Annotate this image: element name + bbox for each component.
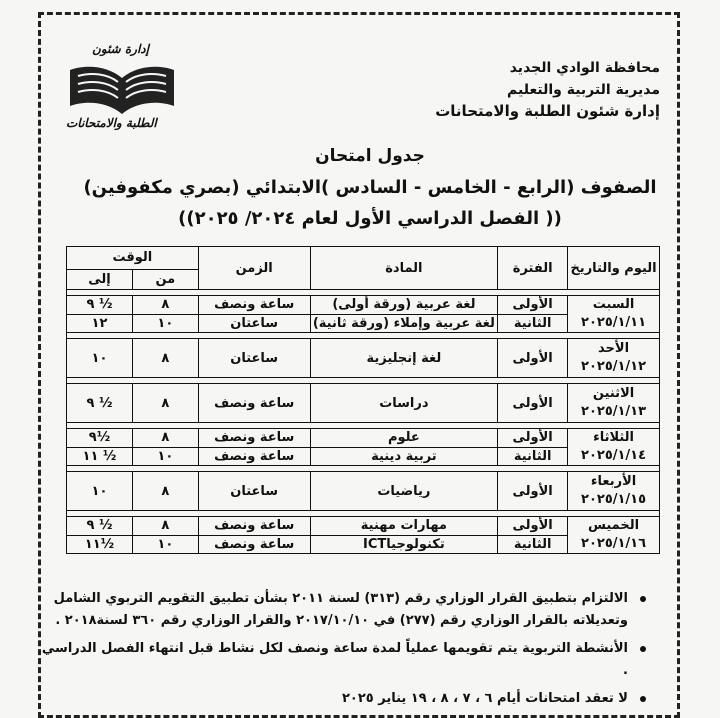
day-date: ٢٠٢٥/١/١١ — [581, 315, 647, 330]
subject-cell: دراسات — [310, 384, 498, 423]
department-logo — [64, 40, 180, 132]
subject-cell: مهارات مهنية — [310, 517, 498, 536]
to-cell: ½ ٩ — [67, 384, 133, 423]
from-cell: ٨ — [132, 429, 198, 448]
duration-cell: ساعة ونصف — [198, 447, 310, 466]
header-directorate: مديرية التربية والتعليم — [507, 82, 660, 98]
day-name: الخميس — [587, 518, 640, 533]
period-cell: الأولى — [498, 384, 568, 423]
page-title: جدول امتحان — [315, 146, 425, 166]
from-cell: ٨ — [132, 472, 198, 511]
exam-schedule-table — [66, 246, 660, 554]
period-cell: الأولى — [498, 517, 568, 536]
header-duration: الزمن — [198, 247, 310, 290]
day-cell — [568, 472, 660, 511]
to-cell: ١٠ — [67, 339, 133, 378]
day-cell — [568, 429, 660, 466]
subject-cell: لغة إنجليزية — [310, 339, 498, 378]
day-name: السبت — [592, 297, 635, 312]
note-text: الأنشطة التربوية يتم تقويمها عملياً لمدة ساعة ونصف لكل نشاط قبل انتهاء الفصل الدراسي . — [41, 641, 628, 678]
table-row — [67, 339, 660, 378]
list-item — [40, 638, 650, 682]
note-text: لا تعقد امتحانات أيام ٦ ، ٧ ، ٨ ، ١٩ يناير ٢٠٢٥ — [341, 691, 628, 706]
day-date: ٢٠٢٥/١/١٣ — [581, 404, 647, 419]
day-name: الأربعاء — [590, 474, 637, 489]
duration-cell: ساعة ونصف — [198, 429, 310, 448]
day-cell — [568, 296, 660, 333]
to-cell: ١٢ — [67, 314, 133, 333]
subject-cell: تكنولوجياICT — [310, 535, 498, 554]
grades-subtitle: الصفوف (الرابع - الخامس - السادس )الابتدائي (بصري مكفوفين) — [83, 177, 657, 198]
header-subject: المادة — [310, 247, 498, 290]
from-cell: ١٠ — [132, 535, 198, 554]
period-cell: الثانية — [498, 314, 568, 333]
table-row — [67, 472, 660, 511]
from-cell: ٨ — [132, 384, 198, 423]
from-cell: ١٠ — [132, 314, 198, 333]
period-cell: الأولى — [498, 472, 568, 511]
bullet-icon — [640, 646, 646, 652]
duration-cell: ساعتان — [198, 339, 310, 378]
period-cell: الثانية — [498, 535, 568, 554]
day-date: ٢٠٢٥/١/١٦ — [581, 536, 647, 551]
subject-cell: علوم — [310, 429, 498, 448]
day-name: الاثنين — [592, 386, 635, 401]
table-row — [67, 384, 660, 423]
from-cell: ٨ — [132, 517, 198, 536]
semester-subtitle: (( الفصل الدراسي الأول لعام ٢٠٢٤/ ٢٠٢٥)) — [178, 208, 562, 229]
header-department: إدارة شئون الطلبة والامتحانات — [435, 102, 660, 120]
subject-cell: لغة عربية وإملاء (ورقة ثانية) — [310, 314, 498, 333]
day-date: ٢٠٢٥/١/١٤ — [581, 448, 647, 463]
header-day-date: اليوم والتاريخ — [568, 247, 660, 290]
duration-cell: ساعة ونصف — [198, 535, 310, 554]
list-item — [40, 588, 650, 632]
subject-cell: تربية دينية — [310, 447, 498, 466]
from-cell: ٨ — [132, 339, 198, 378]
period-cell: الأولى — [498, 296, 568, 315]
period-cell: الثانية — [498, 447, 568, 466]
duration-cell: ساعتان — [198, 472, 310, 511]
period-cell: الأولى — [498, 429, 568, 448]
bullet-icon — [640, 596, 646, 602]
header-to: إلى — [67, 269, 133, 289]
to-cell: ١٠ — [67, 472, 133, 511]
duration-cell: ساعة ونصف — [198, 517, 310, 536]
header-from: من — [132, 269, 198, 289]
day-date: ٢٠٢٥/١/١٥ — [581, 492, 647, 507]
day-cell — [568, 384, 660, 423]
to-cell: ½ ١١ — [67, 447, 133, 466]
from-cell: ٨ — [132, 296, 198, 315]
header-governorate: محافظة الوادي الجديد — [509, 60, 660, 76]
duration-cell: ساعة ونصف — [198, 384, 310, 423]
day-name: الأحد — [598, 341, 630, 356]
to-cell: ½٩ — [67, 429, 133, 448]
period-cell: الأولى — [498, 339, 568, 378]
table-header-row — [67, 247, 660, 270]
note-text: الالتزام بتطبيق القرار الوزاري رقم (٣١٣) لسنة ٢٠١١ بشأن تطبيق التقويم التربوي الشامل وتعديلاته بالقرار الوزاري رقم (٢٧٧) في ٢٠١٧/١٠/١٠ والقرار الوزاري رقم ٣٦٠ لسنة٢٠١٨ . — [53, 591, 628, 628]
table-row — [67, 296, 660, 315]
logo-text-top: إدارة شئون — [92, 42, 149, 56]
day-name: الثلاثاء — [593, 430, 635, 445]
from-cell: ١٠ — [132, 447, 198, 466]
table-row — [67, 429, 660, 448]
to-cell: ½١١ — [67, 535, 133, 554]
duration-cell: ساعتان — [198, 314, 310, 333]
logo-text-bottom: الطلبة والامتحانات — [66, 116, 157, 130]
list-item — [40, 688, 650, 710]
duration-cell: ساعة ونصف — [198, 296, 310, 315]
to-cell: ½ ٩ — [67, 296, 133, 315]
header-time: الوقت — [67, 247, 199, 270]
header-period: الفترة — [498, 247, 568, 290]
day-cell — [568, 339, 660, 378]
day-cell — [568, 517, 660, 554]
bullet-icon — [640, 696, 646, 702]
table-row — [67, 517, 660, 536]
notes-list — [40, 588, 650, 716]
subject-cell: رياضيات — [310, 472, 498, 511]
to-cell: ½ ٩ — [67, 517, 133, 536]
day-date: ٢٠٢٥/١/١٢ — [581, 359, 647, 374]
subject-cell: لغة عربية (ورقة أولى) — [310, 296, 498, 315]
